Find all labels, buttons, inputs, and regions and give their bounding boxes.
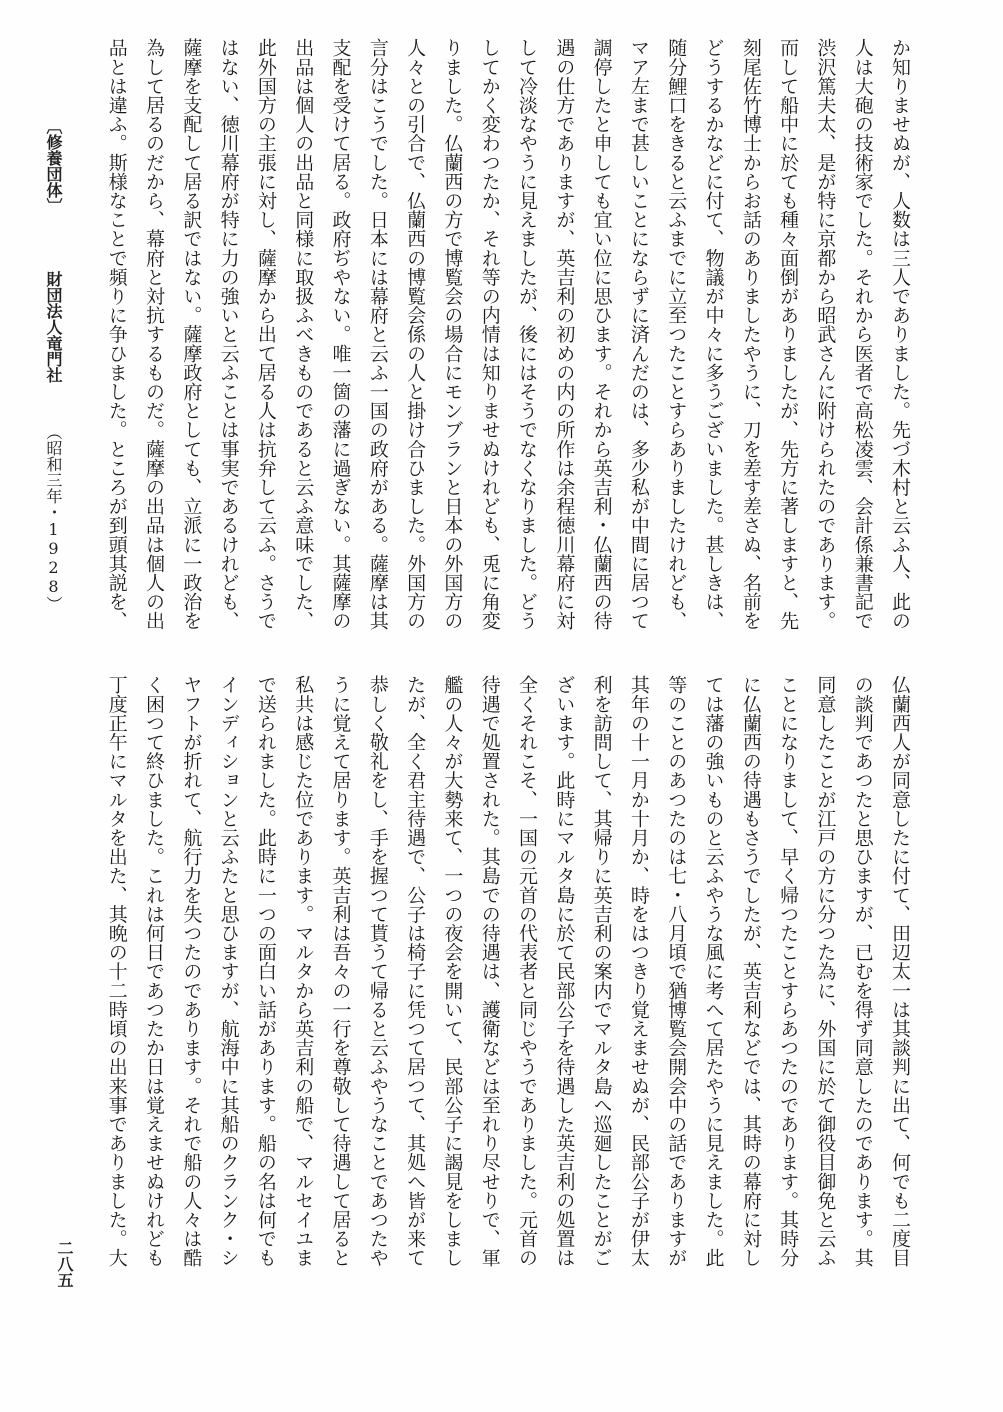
upper-text-column: どうするかなどに付て、物議が中々に多うございました。甚しきは、 [702, 38, 725, 631]
upper-text-column: 支配を受けて居る。政府ぢやない。唯一箇の藩に過ぎない。其薩摩の [329, 38, 352, 631]
lower-text-column: 恭しく敬礼をし、手を握つて貰うて帰ると云ふやうなことであつたや [366, 675, 389, 1268]
upper-text-column: 刻尾佐竹博士からお話のありましたやうに、刀を差す差さぬ、名前を [739, 38, 762, 631]
lower-text-column: 丁度正午にマルタを出た、其晩の十二時頃の出来事でありました。大 [105, 675, 128, 1268]
lower-text-column: 待遇で処置された。其島での待遇は、護衛などは至れり尽せりで、軍 [478, 675, 501, 1268]
lower-text-column: 同意したことが江戸の方に分つた為に、外国に於て御役目御免と云ふ [814, 675, 837, 1268]
upper-text-column: 遇の仕方でありますが、英吉利の初めの内の所作は余程徳川幕府に対 [553, 38, 576, 631]
upper-text-column: りました。仏蘭西の方で博覧会の場合にモンブランと日本の外国方の [441, 38, 464, 631]
running-head [42, 118, 64, 618]
lower-text-column: ヤフトが折れて、航行力を失つたのであります。それで船の人々は酷 [180, 675, 203, 1268]
upper-text-column: 為して居るのだから、幕府と対抗するものだ。薩摩の出品は個人の出 [143, 38, 165, 631]
upper-text-column: 人は大砲の技術家でした。それから医者で高松凌雲、会計係兼書記で [851, 38, 874, 631]
lower-text-column: たが、全く君主待遇で、公子は椅子に凭つて居つて、其処へ皆が来て [404, 675, 427, 1268]
upper-text-column: 人々との引合で、仏蘭西の博覧会係の人と掛け合ひました。外国方の [404, 38, 427, 631]
upper-text-column: か知りませぬが、人数は三人でありました。先づ木村と云ふ人、此の [889, 38, 911, 631]
lower-text-column: ざいます。此時にマルタ島に於て民部公子を待遇した英吉利の処置は [553, 675, 576, 1268]
upper-text-column: 調停したと申しても宜い位に思ひます。それから英吉利・仏蘭西の待 [590, 38, 613, 631]
upper-text-column: 出品は個人の出品と同様に取扱ふべきものであると云ふ意味でした、 [292, 38, 315, 631]
running-head-date: （昭和三年・1928） [44, 424, 63, 612]
upper-text-column: 薩摩を支配して居る訳ではない。薩摩政府としても、立派に一政治を [180, 38, 203, 631]
upper-text-column: 随分鯉口をきると云ふまでに立至つたことすらありましたけれども、 [665, 38, 688, 631]
lower-text-column: インディションと云ふたと思ひますが、航海中に其船のクランク・シ [217, 675, 240, 1268]
lower-text-column: の談判であつたと思ひますが、已むを得ず同意したのであります。其 [851, 675, 874, 1268]
upper-text-column: 渋沢篤夫太、是が特に京都から昭武さんに附けられたのであります。 [814, 38, 837, 631]
lower-text-column: 艦の人々が大勢来て、一つの夜会を開いて、民部公子に謁見をしまし [441, 675, 464, 1268]
upper-text-column: 言分はこうでした。日本には幕府と云ふ一国の政府がある。薩摩は其 [366, 38, 389, 631]
page-number: 二八五 [55, 1240, 74, 1288]
upper-text-column: 此外国方の主張に対し、薩摩から出て居る人は抗弁して云ふ。さうで [254, 38, 277, 631]
upper-text-column: して冷淡なやうに見えましたが、後にはそうでなくなりました。どう [516, 38, 538, 631]
running-head-section: 〔修養団体〕 [44, 118, 63, 214]
lower-text-column: ては藩の強いものと云ふやうな風に考へて居たやうに見えました。此 [702, 675, 725, 1268]
lower-text-column: 私共は感じた位であります。マルタから英吉利の船で、マルセイユま [292, 675, 315, 1268]
lower-text-column: 其年の十一月か十月か、時をはつきり覚えませぬが、民部公子が伊太 [627, 675, 650, 1268]
lower-text-column: く困つて終ひました。これは何日であつたか日は覚えませぬけれども [143, 675, 165, 1268]
running-head-publisher: 財団法人竜門社 [44, 271, 63, 383]
lower-text-column: で送られました。此時に一つの面白い話があります。船の名は何でも [254, 675, 277, 1268]
text-block-upper [31, 38, 911, 631]
upper-text-column: してかく変わつたか、それ等の内情は知りませぬけれども、兎に角変 [478, 38, 501, 631]
upper-text-column: 品とは違ふ。斯様なことで頻りに争ひました。ところが到頭其説を、 [105, 38, 128, 631]
upper-text-column: マア左まで甚しいことにならずに済んだのは、多少私が中間に居つて [627, 38, 650, 631]
lower-text-column: 全くそれこそ、一国の元首の代表者と同じやうでありました。元首の [516, 675, 538, 1268]
upper-text-column: 而して船中に於ても種々面倒がありましたが、先方に著しますと、先 [777, 38, 800, 631]
lower-text-column: うに覚えて居ります。英吉利は吾々の一行を尊敬して待遇して居ると [329, 675, 352, 1268]
lower-text-column: ことになりまして、早く帰つたことすらあつたのであります。其時分 [777, 675, 800, 1268]
upper-text-column: はない、徳川幕府が特に力の強いと云ふことは事実であるけれども、 [217, 38, 240, 631]
lower-text-column: 利を訪問して、其帰りに英吉利の案内でマルタ島へ巡廻したことがご [590, 675, 613, 1268]
lower-text-column: に仏蘭西の待遇もさうでしたが、英吉利などでは、其時の幕府に対し [739, 675, 762, 1268]
lower-text-column: 等のことのあつたのは七・八月頃で猶博覧会開会中の話でありますが [665, 675, 688, 1268]
lower-text-column: 仏蘭西人が同意したに付て、田辺太一は其談判に出て、何でも二度目 [889, 675, 911, 1268]
